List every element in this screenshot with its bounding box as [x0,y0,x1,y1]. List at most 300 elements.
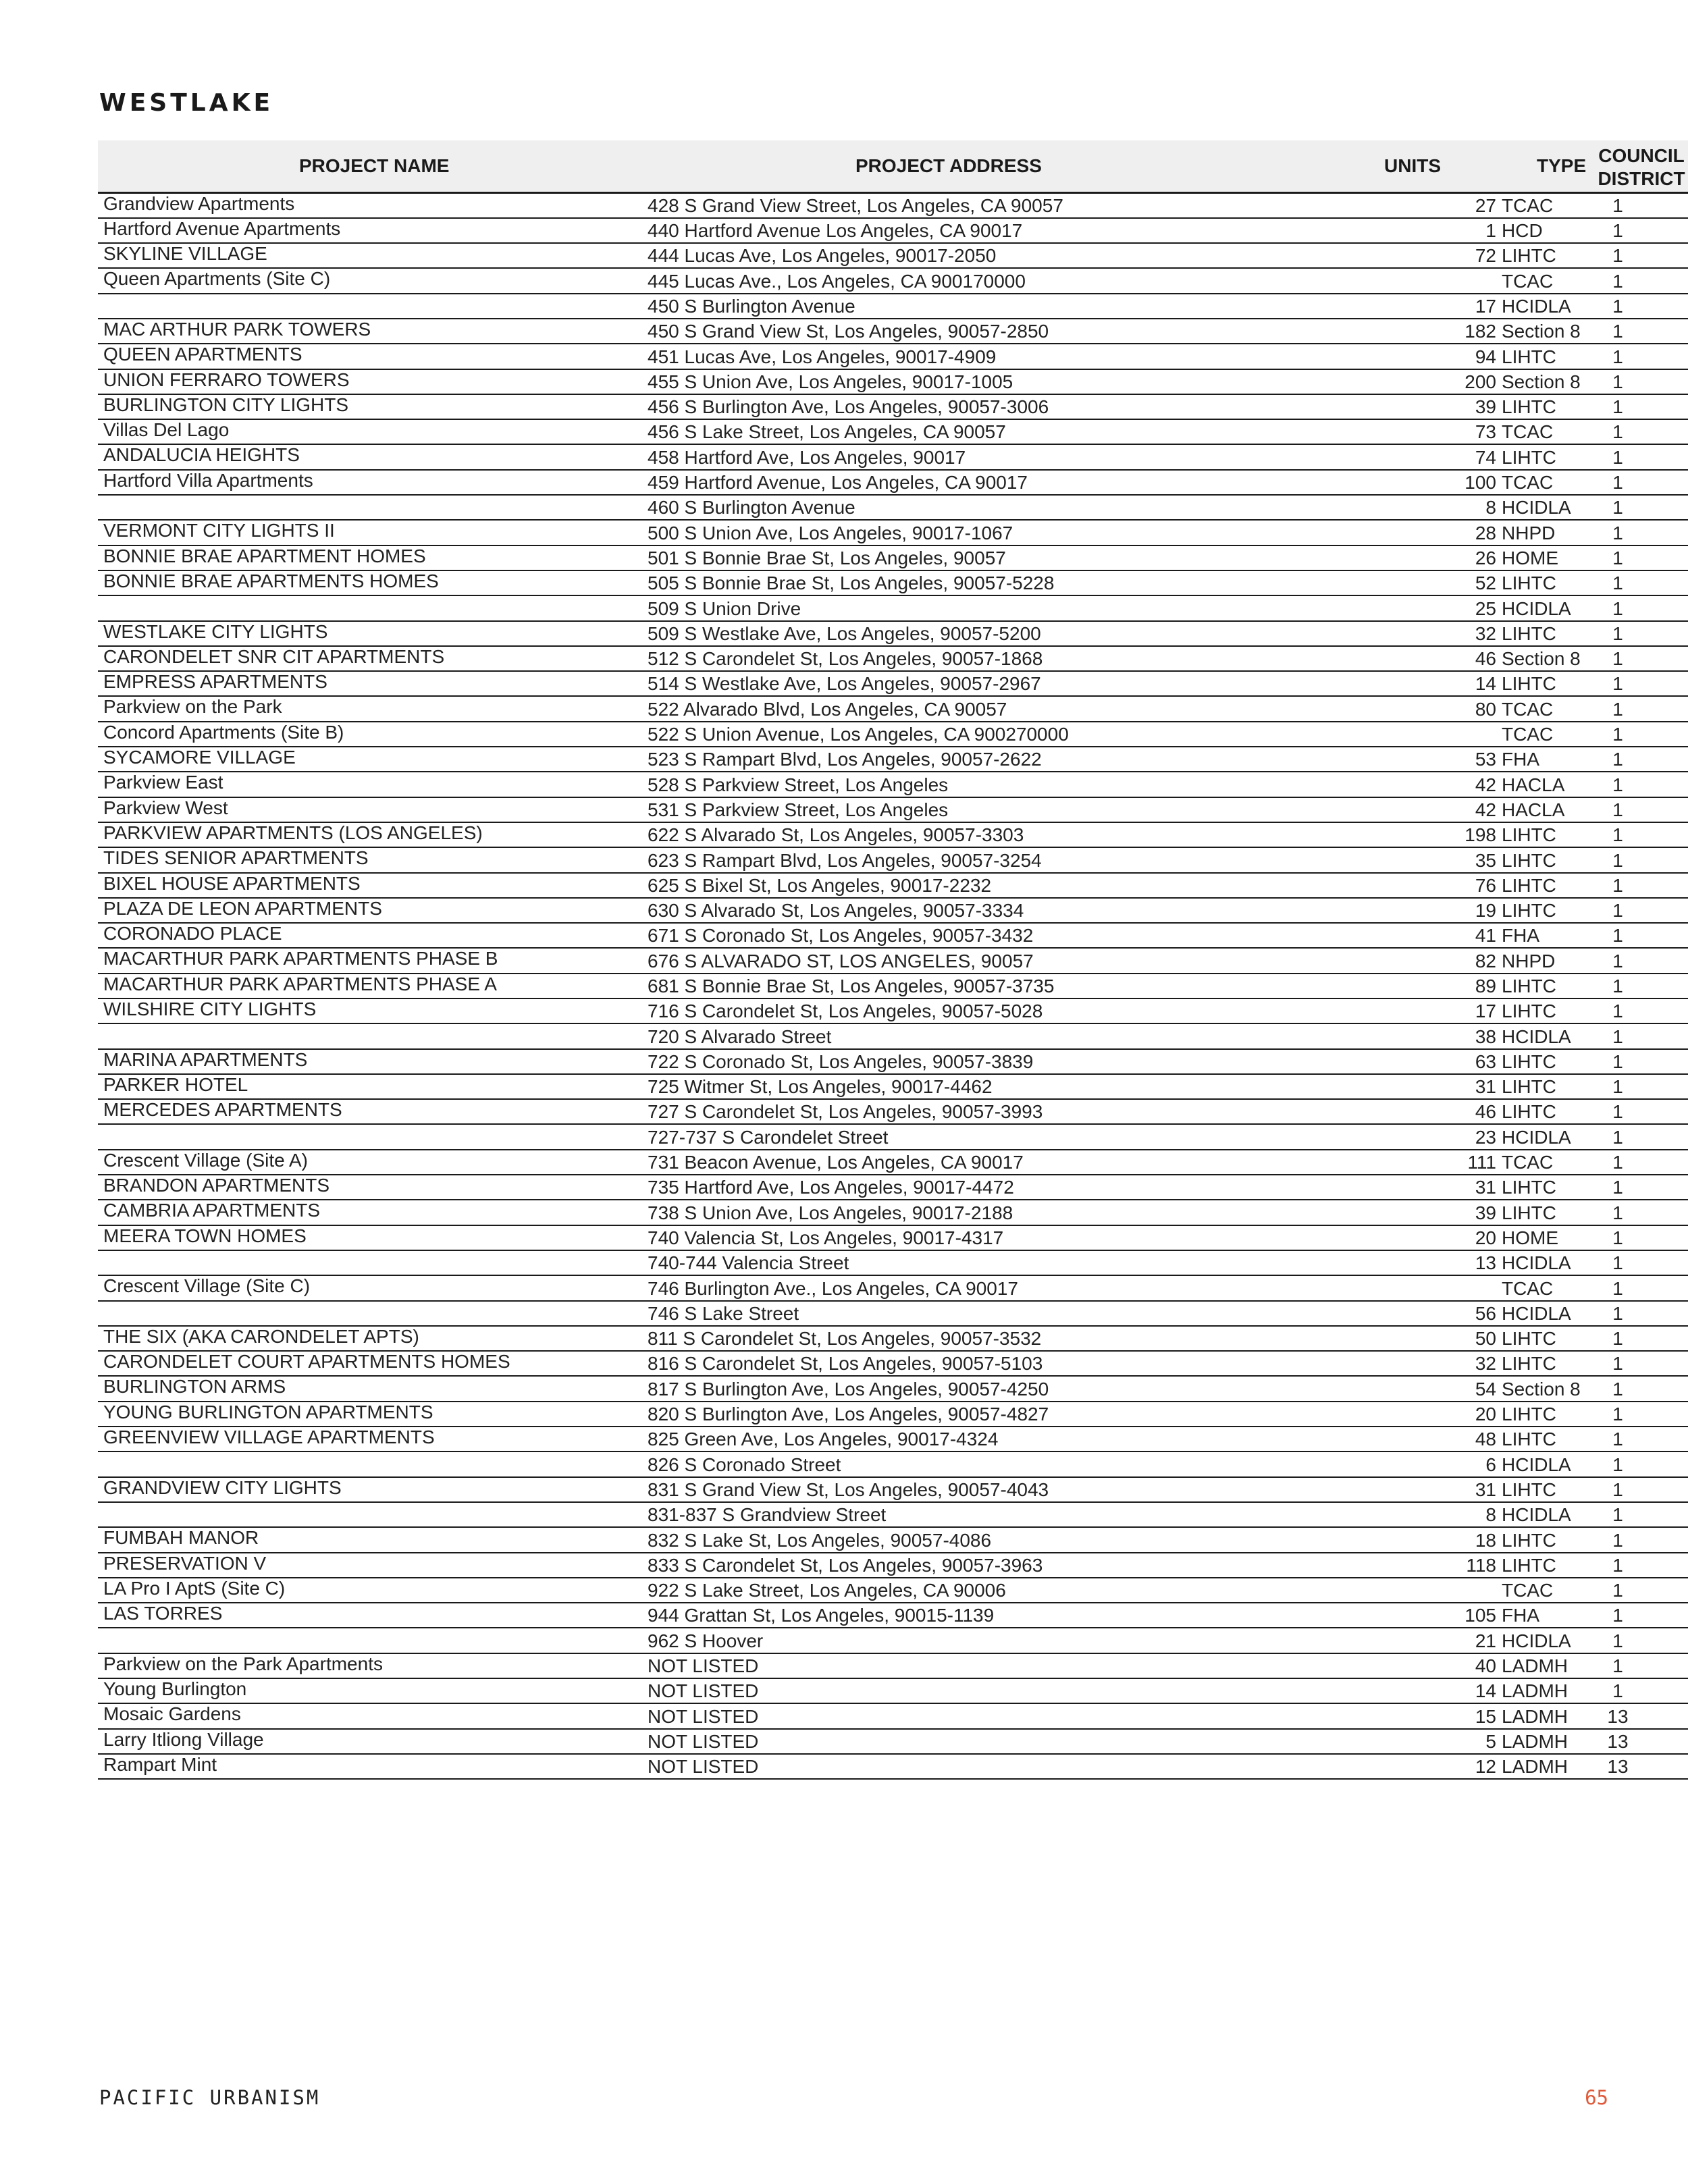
cell-type: HCD [1499,218,1594,243]
table-row [98,1502,1688,1527]
table-row [98,319,1688,344]
cell-project-name: Concord Apartments (Site B) [98,722,645,747]
cell-project-name: CORONADO PLACE [98,923,645,948]
cell-project-address: 444 Lucas Ave, Los Angeles, 90017-2050 [645,243,1097,268]
table-row [98,1653,1688,1678]
table-row [98,1527,1688,1552]
table-row [98,923,1688,948]
cell-project-name: PLAZA DE LEON APARTMENTS [98,898,645,923]
cell-units: 46 [1097,1099,1499,1124]
cell-type: Section 8 [1499,1376,1594,1401]
cell-project-name [98,595,645,620]
cell-type: HCIDLA [1499,1124,1594,1149]
cell-type: LIHTC [1499,243,1594,268]
cell-project-name: Crescent Village (Site C) [98,1275,645,1300]
cell-project-name: Parkview on the Park Apartments [98,1653,645,1678]
cell-council-district: 1 [1594,621,1688,646]
cell-project-address: 816 S Carondelet St, Los Angeles, 90057-5103 [645,1351,1097,1376]
cell-council-district: 1 [1594,1678,1688,1703]
cell-council-district: 1 [1594,1049,1688,1074]
table-row [98,1729,1688,1754]
cell-council-district: 1 [1594,1376,1688,1401]
cell-council-district: 1 [1594,444,1688,469]
table-row [98,1578,1688,1603]
page-number: 65 [1585,2086,1608,2109]
cell-units: 14 [1097,1678,1499,1703]
cell-project-address: 531 S Parkview Street, Los Angeles [645,797,1097,822]
cell-project-name [98,1250,645,1275]
cell-type: HCIDLA [1499,1023,1594,1048]
cell-project-name: Parkview on the Park [98,696,645,721]
cell-council-district: 1 [1594,294,1688,319]
cell-type: TCAC [1499,722,1594,747]
cell-council-district: 1 [1594,495,1688,520]
cell-units: 17 [1097,294,1499,319]
cell-council-district: 1 [1594,1603,1688,1628]
cell-units: 31 [1097,1175,1499,1200]
cell-type: TCAC [1499,1150,1594,1175]
cell-project-name: Parkview West [98,797,645,822]
cell-units [1097,1578,1499,1603]
table-row [98,696,1688,721]
cell-units: 48 [1097,1427,1499,1451]
cell-project-address: 731 Beacon Avenue, Los Angeles, CA 90017 [645,1150,1097,1175]
table-row [98,243,1688,268]
cell-type: HCIDLA [1499,1301,1594,1326]
table-row [98,621,1688,646]
cell-council-district: 1 [1594,268,1688,293]
table-row [98,1376,1688,1401]
table-row [98,1250,1688,1275]
table-row [98,671,1688,696]
cell-units: 23 [1097,1124,1499,1149]
cell-units: 8 [1097,1502,1499,1527]
cell-units: 52 [1097,570,1499,595]
cell-council-district: 1 [1594,1074,1688,1099]
cell-type: Section 8 [1499,319,1594,344]
cell-project-address: 630 S Alvarado St, Los Angeles, 90057-3334 [645,898,1097,923]
cell-units [1097,268,1499,293]
cell-council-district: 1 [1594,1275,1688,1300]
cell-type: LIHTC [1499,1402,1594,1427]
table-row [98,1225,1688,1250]
cell-project-name: MACARTHUR PARK APARTMENTS PHASE B [98,948,645,973]
cell-project-address: 509 S Union Drive [645,595,1097,620]
cell-council-district: 1 [1594,344,1688,369]
cell-type: TCAC [1499,696,1594,721]
cell-units: 105 [1097,1603,1499,1628]
table-row [98,1628,1688,1653]
cell-council-district: 1 [1594,974,1688,998]
cell-project-name [98,294,645,319]
cell-project-name: GREENVIEW VILLAGE APARTMENTS [98,1427,645,1451]
cell-project-name: TIDES SENIOR APARTMENTS [98,847,645,872]
cell-project-name: UNION FERRARO TOWERS [98,369,645,394]
cell-project-name: MEERA TOWN HOMES [98,1225,645,1250]
cell-council-district: 1 [1594,1578,1688,1603]
cell-type: LADMH [1499,1678,1594,1703]
table-row [98,797,1688,822]
cell-project-address: 451 Lucas Ave, Los Angeles, 90017-4909 [645,344,1097,369]
cell-project-name: SYCAMORE VILLAGE [98,747,645,772]
cell-units: 21 [1097,1628,1499,1653]
cell-council-district: 1 [1594,545,1688,570]
cell-project-name: Grandview Apartments [98,193,645,218]
cell-project-address: 523 S Rampart Blvd, Los Angeles, 90057-2622 [645,747,1097,772]
header-project-name: PROJECT NAME [98,140,645,193]
cell-project-name: Larry Itliong Village [98,1729,645,1754]
cell-project-address: 522 S Union Avenue, Los Angeles, CA 900270000 [645,722,1097,747]
cell-council-district: 1 [1594,1628,1688,1653]
cell-council-district: 1 [1594,847,1688,872]
cell-project-address: 445 Lucas Ave., Los Angeles, CA 900170000 [645,268,1097,293]
cell-project-name: PARKVIEW APARTMENTS (LOS ANGELES) [98,822,645,847]
table-row [98,1351,1688,1376]
table-row [98,1451,1688,1476]
cell-council-district: 13 [1594,1703,1688,1728]
cell-council-district: 1 [1594,772,1688,797]
table-row [98,1275,1688,1300]
table-row [98,646,1688,671]
cell-project-name: MARINA APARTMENTS [98,1049,645,1074]
cell-units: 6 [1097,1451,1499,1476]
cell-council-district: 1 [1594,1175,1688,1200]
cell-type: LIHTC [1499,1351,1594,1376]
cell-council-district: 1 [1594,671,1688,696]
cell-units: 42 [1097,797,1499,822]
table-row [98,1175,1688,1200]
cell-project-name: Hartford Villa Apartments [98,470,645,495]
cell-type: LIHTC [1499,1527,1594,1552]
cell-project-address: 746 S Lake Street [645,1301,1097,1326]
cell-type: LIHTC [1499,1099,1594,1124]
cell-council-district: 1 [1594,1099,1688,1124]
cell-type: LIHTC [1499,1326,1594,1351]
cell-council-district: 1 [1594,1225,1688,1250]
cell-type: Section 8 [1499,646,1594,671]
cell-project-address: NOT LISTED [645,1653,1097,1678]
table-row [98,268,1688,293]
cell-project-address: 833 S Carondelet St, Los Angeles, 90057-3963 [645,1553,1097,1578]
table-row [98,722,1688,747]
cell-project-address: 746 Burlington Ave., Los Angeles, CA 90017 [645,1275,1097,1300]
table-row [98,1124,1688,1149]
cell-project-address: NOT LISTED [645,1754,1097,1779]
cell-council-district: 1 [1594,218,1688,243]
cell-project-name: SKYLINE VILLAGE [98,243,645,268]
cell-units: 31 [1097,1074,1499,1099]
cell-project-address: 962 S Hoover [645,1628,1097,1653]
cell-units: 31 [1097,1477,1499,1502]
cell-units: 56 [1097,1301,1499,1326]
section-title: WESTLAKE [99,89,274,117]
cell-project-address: 528 S Parkview Street, Los Angeles [645,772,1097,797]
header-units: UNITS [1097,140,1499,193]
cell-council-district: 1 [1594,520,1688,545]
cell-project-name: PRESERVATION V [98,1553,645,1578]
cell-project-name: EMPRESS APARTMENTS [98,671,645,696]
cell-council-district: 1 [1594,1553,1688,1578]
cell-project-name: MERCEDES APARTMENTS [98,1099,645,1124]
cell-type: LIHTC [1499,873,1594,898]
cell-type: LIHTC [1499,847,1594,872]
table-header-row [98,140,1688,193]
cell-units: 17 [1097,998,1499,1023]
cell-units: 46 [1097,646,1499,671]
table-row [98,1703,1688,1728]
cell-units: 73 [1097,419,1499,444]
cell-council-district: 1 [1594,1653,1688,1678]
cell-units: 28 [1097,520,1499,545]
table-row [98,470,1688,495]
cell-project-name [98,1451,645,1476]
cell-project-address: 740 Valencia St, Los Angeles, 90017-4317 [645,1225,1097,1250]
cell-type: TCAC [1499,1275,1594,1300]
cell-type: LIHTC [1499,394,1594,419]
cell-units: 35 [1097,847,1499,872]
cell-council-district: 1 [1594,722,1688,747]
cell-project-address: 727-737 S Carondelet Street [645,1124,1097,1149]
cell-council-district: 1 [1594,747,1688,772]
cell-project-address: 832 S Lake St, Los Angeles, 90057-4086 [645,1527,1097,1552]
cell-project-address: 450 S Grand View St, Los Angeles, 90057-2850 [645,319,1097,344]
cell-type: HOME [1499,1225,1594,1250]
cell-council-district: 1 [1594,797,1688,822]
table-row [98,193,1688,218]
table-row [98,873,1688,898]
header-type: TYPE [1499,140,1594,193]
cell-type: LIHTC [1499,822,1594,847]
cell-project-name: BURLINGTON CITY LIGHTS [98,394,645,419]
cell-units: 41 [1097,923,1499,948]
table-body [98,193,1688,1780]
cell-project-address: 505 S Bonnie Brae St, Los Angeles, 90057-5228 [645,570,1097,595]
cell-type: HACLA [1499,772,1594,797]
cell-council-district: 1 [1594,1124,1688,1149]
cell-type: TCAC [1499,193,1594,218]
cell-project-name: BONNIE BRAE APARTMENTS HOMES [98,570,645,595]
cell-units: 76 [1097,873,1499,898]
table-row [98,948,1688,973]
cell-council-district: 1 [1594,319,1688,344]
cell-units: 26 [1097,545,1499,570]
cell-project-address: 922 S Lake Street, Los Angeles, CA 90006 [645,1578,1097,1603]
cell-project-address: 676 S ALVARADO ST, LOS ANGELES, 90057 [645,948,1097,973]
cell-units: 15 [1097,1703,1499,1728]
cell-project-address: 725 Witmer St, Los Angeles, 90017-4462 [645,1074,1097,1099]
cell-type: LIHTC [1499,671,1594,696]
cell-project-name: Rampart Mint [98,1754,645,1779]
cell-council-district: 1 [1594,1250,1688,1275]
table-row [98,847,1688,872]
cell-project-address: 456 S Lake Street, Los Angeles, CA 90057 [645,419,1097,444]
cell-project-address: 820 S Burlington Ave, Los Angeles, 90057-4827 [645,1402,1097,1427]
cell-project-name: Parkview East [98,772,645,797]
cell-type: LIHTC [1499,1049,1594,1074]
table-row [98,1603,1688,1628]
cell-project-name: Young Burlington [98,1678,645,1703]
cell-units: 200 [1097,369,1499,394]
cell-units: 42 [1097,772,1499,797]
cell-project-name [98,1502,645,1527]
cell-council-district: 1 [1594,243,1688,268]
cell-project-name: Mosaic Gardens [98,1703,645,1728]
cell-type: HCIDLA [1499,1628,1594,1653]
cell-units: 74 [1097,444,1499,469]
cell-project-address: NOT LISTED [645,1678,1097,1703]
projects-table-container [98,140,1685,1780]
cell-type: LIHTC [1499,1074,1594,1099]
cell-project-address: 622 S Alvarado St, Los Angeles, 90057-3303 [645,822,1097,847]
cell-project-name: BRANDON APARTMENTS [98,1175,645,1200]
table-row [98,495,1688,520]
cell-type: TCAC [1499,268,1594,293]
table-row [98,218,1688,243]
cell-project-address: 500 S Union Ave, Los Angeles, 90017-1067 [645,520,1097,545]
cell-project-name: LAS TORRES [98,1603,645,1628]
cell-units: 89 [1097,974,1499,998]
cell-council-district: 1 [1594,394,1688,419]
cell-type: TCAC [1499,1578,1594,1603]
cell-units: 38 [1097,1023,1499,1048]
cell-units: 54 [1097,1376,1499,1401]
cell-type: LADMH [1499,1754,1594,1779]
cell-project-address: 450 S Burlington Avenue [645,294,1097,319]
cell-type: TCAC [1499,470,1594,495]
table-row [98,772,1688,797]
cell-units: 94 [1097,344,1499,369]
cell-council-district: 1 [1594,898,1688,923]
cell-units: 32 [1097,1351,1499,1376]
cell-council-district: 1 [1594,369,1688,394]
cell-type: LADMH [1499,1653,1594,1678]
cell-project-name: BONNIE BRAE APARTMENT HOMES [98,545,645,570]
cell-type: FHA [1499,1603,1594,1628]
cell-project-address: 460 S Burlington Avenue [645,495,1097,520]
cell-units: 80 [1097,696,1499,721]
cell-project-address: 623 S Rampart Blvd, Los Angeles, 90057-3254 [645,847,1097,872]
table-row [98,898,1688,923]
table-row [98,570,1688,595]
cell-council-district: 1 [1594,193,1688,218]
cell-project-name: MACARTHUR PARK APARTMENTS PHASE A [98,974,645,998]
table-row [98,974,1688,998]
table-row [98,394,1688,419]
cell-type: LIHTC [1499,444,1594,469]
cell-project-name: WESTLAKE CITY LIGHTS [98,621,645,646]
cell-council-district: 1 [1594,696,1688,721]
cell-project-name: Hartford Avenue Apartments [98,218,645,243]
cell-project-address: 831 S Grand View St, Los Angeles, 90057-4043 [645,1477,1097,1502]
cell-council-district: 13 [1594,1754,1688,1779]
table-row [98,1150,1688,1175]
table-row [98,545,1688,570]
cell-project-name: MAC ARTHUR PARK TOWERS [98,319,645,344]
cell-council-district: 1 [1594,1427,1688,1451]
cell-council-district: 1 [1594,822,1688,847]
cell-project-name: BIXEL HOUSE APARTMENTS [98,873,645,898]
cell-type: LIHTC [1499,1200,1594,1225]
cell-council-district: 1 [1594,1200,1688,1225]
cell-council-district: 13 [1594,1729,1688,1754]
cell-type: Section 8 [1499,369,1594,394]
cell-council-district: 1 [1594,1402,1688,1427]
table-row [98,419,1688,444]
cell-project-name: VERMONT CITY LIGHTS II [98,520,645,545]
cell-project-address: 740-744 Valencia Street [645,1250,1097,1275]
cell-units: 182 [1097,319,1499,344]
table-row [98,520,1688,545]
cell-type: LIHTC [1499,998,1594,1023]
cell-type: LIHTC [1499,974,1594,998]
cell-type: LADMH [1499,1703,1594,1728]
cell-units: 20 [1097,1225,1499,1250]
cell-project-name: CARONDELET SNR CIT APARTMENTS [98,646,645,671]
cell-project-address: 440 Hartford Avenue Los Angeles, CA 90017 [645,218,1097,243]
table-row [98,1678,1688,1703]
cell-council-district: 1 [1594,646,1688,671]
cell-type: LIHTC [1499,1427,1594,1451]
cell-type: NHPD [1499,520,1594,545]
cell-units: 12 [1097,1754,1499,1779]
table-row [98,1099,1688,1124]
table-row [98,1301,1688,1326]
cell-units: 118 [1097,1553,1499,1578]
cell-units: 19 [1097,898,1499,923]
cell-project-name: PARKER HOTEL [98,1074,645,1099]
table-header [98,140,1688,193]
table-row [98,1326,1688,1351]
cell-project-name: THE SIX (AKA CARONDELET APTS) [98,1326,645,1351]
cell-type: LIHTC [1499,1477,1594,1502]
cell-units: 50 [1097,1326,1499,1351]
cell-project-address: NOT LISTED [645,1729,1097,1754]
cell-project-address: 501 S Bonnie Brae St, Los Angeles, 90057 [645,545,1097,570]
cell-type: LIHTC [1499,344,1594,369]
cell-units [1097,722,1499,747]
table-row [98,1049,1688,1074]
table-row [98,1074,1688,1099]
cell-project-address: 738 S Union Ave, Los Angeles, 90017-2188 [645,1200,1097,1225]
cell-project-name [98,1124,645,1149]
cell-council-district: 1 [1594,1451,1688,1476]
cell-units: 40 [1097,1653,1499,1678]
cell-project-name [98,1301,645,1326]
cell-project-address: 514 S Westlake Ave, Los Angeles, 90057-2967 [645,671,1097,696]
cell-project-name: WILSHIRE CITY LIGHTS [98,998,645,1023]
cell-type: HCIDLA [1499,1451,1594,1476]
cell-project-address: 716 S Carondelet St, Los Angeles, 90057-5028 [645,998,1097,1023]
cell-project-name: CARONDELET COURT APARTMENTS HOMES [98,1351,645,1376]
cell-units: 82 [1097,948,1499,973]
cell-council-district: 1 [1594,873,1688,898]
cell-units: 13 [1097,1250,1499,1275]
header-project-address: PROJECT ADDRESS [645,140,1097,193]
cell-project-address: 625 S Bixel St, Los Angeles, 90017-2232 [645,873,1097,898]
cell-council-district: 1 [1594,570,1688,595]
cell-units: 27 [1097,193,1499,218]
cell-units: 111 [1097,1150,1499,1175]
cell-project-name: YOUNG BURLINGTON APARTMENTS [98,1402,645,1427]
cell-units: 32 [1097,621,1499,646]
cell-project-name: QUEEN APARTMENTS [98,344,645,369]
cell-project-address: 831-837 S Grandview Street [645,1502,1097,1527]
cell-units: 39 [1097,394,1499,419]
cell-council-district: 1 [1594,923,1688,948]
cell-project-address: 458 Hartford Ave, Los Angeles, 90017 [645,444,1097,469]
cell-units: 8 [1097,495,1499,520]
cell-council-district: 1 [1594,1023,1688,1048]
